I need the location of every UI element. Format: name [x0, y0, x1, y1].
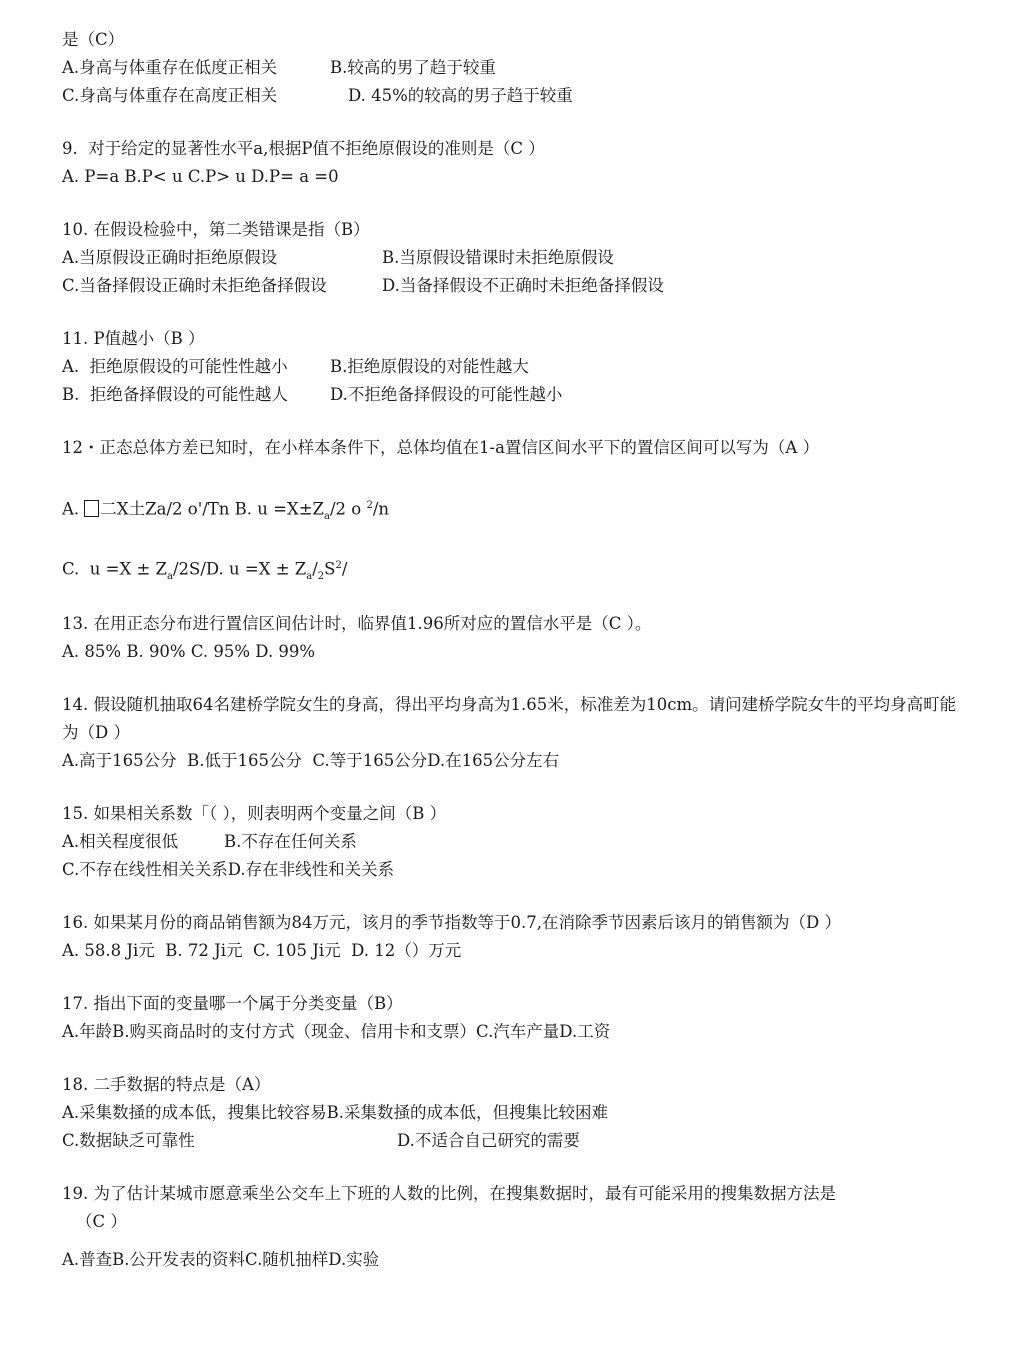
- q19-stem-cont: （C ）: [76, 1212, 127, 1231]
- q8-option-a: A.身高与体重存在低度正相关: [62, 58, 278, 77]
- q10-option-b: B.当原假设错课时未拒绝原假设: [382, 248, 614, 267]
- q19-stem: 19. 为了估计某城市愿意乘坐公交车上下班的人数的比例，在搜集数据时，最有可能采用的搜集数据方法是: [62, 1184, 836, 1203]
- q18-options-row1: A.采集数掻的成本低，搜集比较容易B.采集数掻的成本低，但搜集比较困难: [62, 1103, 609, 1122]
- q15-option-b: B.不存在任何关系: [224, 832, 357, 851]
- q17-stem: 17. 指出下面的变量哪一个属于分类变量（B）: [62, 994, 403, 1013]
- q10-options-row2: [62, 272, 962, 300]
- q18-options-row2: [62, 1127, 962, 1155]
- q10-option-c: C.当备择假设正确时未拒绝备择假设: [62, 276, 327, 295]
- q16-options: A. 58.8 Ji元 B. 72 Ji元 C. 105 Ji元 D. 12（）万元: [62, 941, 462, 960]
- q11-option-c: B. 拒绝备择假设的可能性越人: [62, 385, 288, 404]
- q8-option-d: D. 45%的较高的男子趋于较重: [348, 86, 573, 105]
- q17-options: A.年龄B.购买商品时的支付方式（现金、信用卡和支票）C.汽车产量D.工资: [62, 1022, 611, 1041]
- q11-option-d: D.不拒绝备择假设的可能性越小: [330, 385, 563, 404]
- q19-options: A.普查B.公开发表的资料C.随机抽样D.实验: [62, 1250, 380, 1269]
- q13-stem: 13. 在用正态分布进行置信区间估计时，临界值1.96所对应的置信水平是（C ）。: [62, 614, 652, 633]
- q12-stem: 12・正态总体方差已知时，在小样本条件下，总体均值在1-a置信区间水平下的置信区间可以写为（A ）: [62, 438, 820, 457]
- q15-option-a: A.相关程度很低: [62, 832, 179, 851]
- q14-options: A.高于165公分 B.低于165公分 C.等于165公分D.在165公分左右: [62, 751, 560, 770]
- q18-option-d: D.不适合自己研究的需要: [397, 1131, 580, 1150]
- q10-option-a: A.当原假设正确时拒绝原假设: [62, 248, 278, 267]
- q10-option-d: D.当备择假设不正确时未拒绝备择假设: [382, 276, 664, 295]
- q11-stem: 11. P值越小（B ）: [62, 329, 205, 348]
- q12-option-ab: A. 二X土Za/2 o'/Tn B. $u =X\pm Z_a/2$ o $^2$/n: [62, 499, 390, 522]
- q18-option-c: C.数据缺乏可靠性: [62, 1131, 195, 1150]
- q10-options-row1: [62, 244, 962, 272]
- q8-tail: 是（C）: [62, 30, 125, 49]
- q9-options: A. P=a B.P< u C.P> u D.P= a =0: [62, 167, 339, 186]
- q15-stem: 15. 如果相关系数「（ ），则表明两个变量之间（B ）: [62, 804, 447, 823]
- q10-stem: 10. 在假设检验中，第二类错课是指（B）: [62, 220, 370, 239]
- q8-options-row1: [62, 54, 962, 82]
- q16-stem: 16. 如果某月份的商品销售额为84万元，该月的季节指数等于0.7,在消除季节因素后该月的销售额为（D ）: [62, 913, 841, 932]
- q15-options-row1: [62, 828, 962, 856]
- q13-options: A. 85% B. 90% C. 95% D. 99%: [62, 642, 316, 661]
- q11-option-b: B.拒绝原假设的对能性越大: [330, 357, 529, 376]
- exam-page: [62, 26, 962, 1274]
- q14-stem: 14. 假设随机抽取64名建桥学院女生的身高，得出平均身高为1.65米，标准差为10cm。请问建桥学院女牛的平均身高町能为（D ）: [62, 695, 957, 742]
- q8-options-row2: [62, 82, 962, 110]
- q11-options-row1: [62, 353, 962, 381]
- q15-options-row2: C.不存在线性相关关系D.存在非线性和关关系: [62, 860, 395, 879]
- box-glyph-icon: [84, 500, 99, 517]
- q11-options-row2: [62, 381, 962, 409]
- q18-stem: 18. 二手数据的特点是（A）: [62, 1075, 271, 1094]
- q8-option-b: B.较高的男了趋于较重: [330, 58, 496, 77]
- q12-option-cd: C. $u =X \pm Z_a/2S/D$. $u =X \pm Z_a/_2S^2/$: [62, 559, 348, 582]
- q8-option-c: C.身高与体重存在高度正相关: [62, 86, 278, 105]
- q11-option-a: A. 拒绝原假设的可能性性越小: [62, 357, 288, 376]
- q9-stem: 9. 对于给定的显著性水平a,根据P值不拒绝原假设的准则是（C ）: [62, 139, 545, 158]
